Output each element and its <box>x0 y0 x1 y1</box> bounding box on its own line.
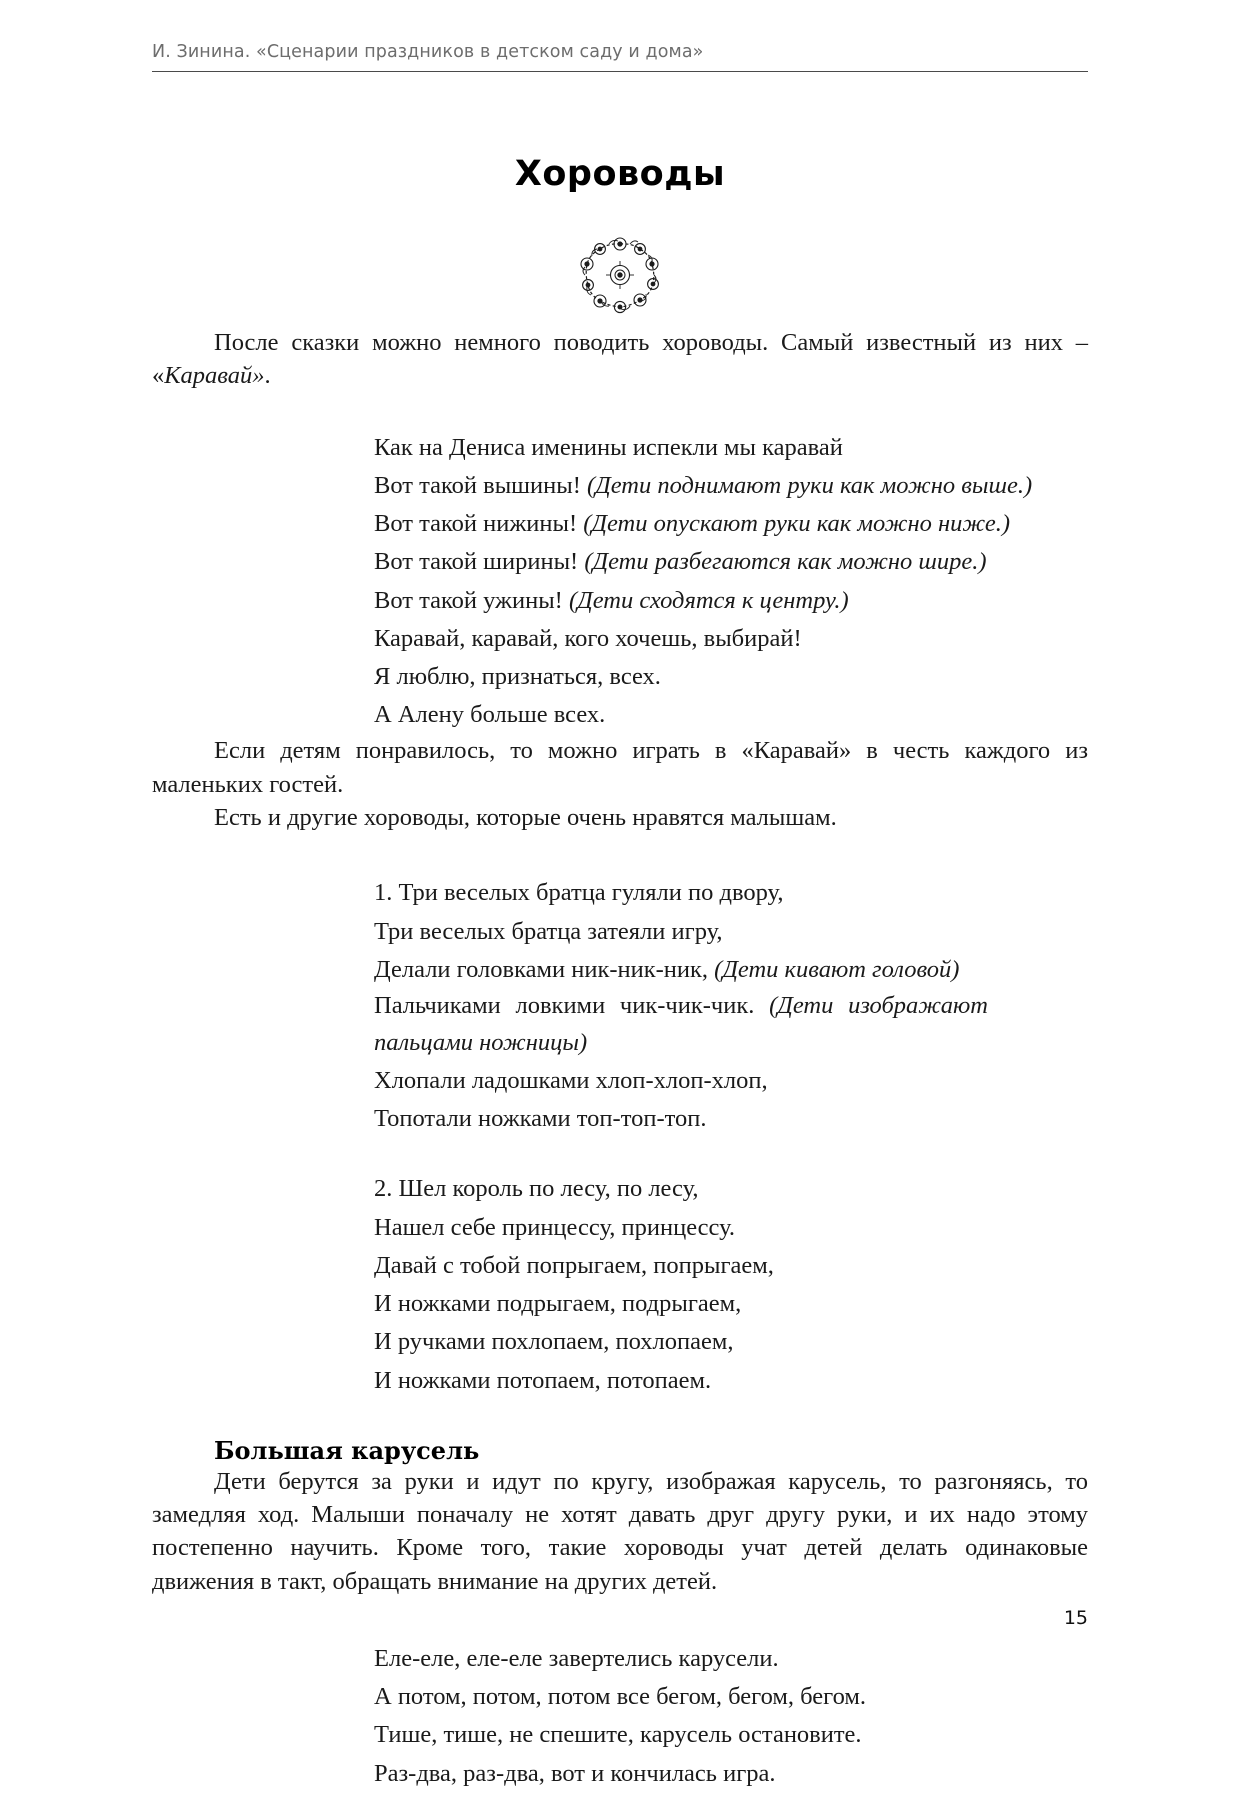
verse-line-text: Вот такой ужины! <box>374 586 569 614</box>
verse-line <box>374 951 1088 989</box>
verse-line-text: Делали головками ник-ник-ник, <box>374 955 715 983</box>
verse-line: Я люблю, признаться, всех. <box>374 662 661 690</box>
verse-line-text: Вот такой нижины! <box>374 510 584 538</box>
stage-direction: (Дети опускают руки как можно ниже.) <box>583 510 1011 538</box>
floral-wreath-ornament <box>560 230 680 327</box>
verse-line <box>374 543 1088 581</box>
verse-line <box>374 582 1088 620</box>
verse-line: Топотали ножками топ-топ-топ. <box>374 1105 707 1133</box>
intro-quote-open: « <box>152 362 165 390</box>
verse-line: И ножками подрыгаем, подрыгаем, <box>374 1290 742 1318</box>
verse-line: Еле-еле, еле-еле завертелись карусели. <box>374 1644 779 1672</box>
page-number: 15 <box>1063 1607 1088 1629</box>
stage-direction: (Дети сходятся к центру.) <box>568 586 849 614</box>
carousel-paragraph: Дети берутся за руки и идут по кругу, изображая карусель, то разгоняясь, то замедляя ход. Малыши поначалу не хотят давать друг другу руки, и их надо этому постепенно научить. Кроме того, такие хороводы учат детей делать одинаковые движения в такт, обращать внимание на других детей. <box>152 1467 1088 1595</box>
verse-line: Каравай, каравай, кого хочешь, выбирай! <box>374 624 802 652</box>
page-content <box>152 130 1088 1793</box>
verse-line <box>374 467 1088 505</box>
verse-two <box>152 1170 1088 1399</box>
verse-carousel <box>152 1640 1088 1793</box>
verse-line: Как на Дениса именины испекли мы каравай <box>374 433 843 461</box>
verse-line: Хлопали ладошками хлоп-хлоп-хлоп, <box>374 1066 768 1094</box>
verse-line <box>374 1024 1088 1062</box>
running-head-rule <box>152 71 1088 72</box>
stage-direction: (Дети изображают <box>769 991 988 1019</box>
running-head <box>152 42 1088 72</box>
verse-line-text: Вот такой ширины! <box>374 548 585 576</box>
verse-line: А потом, потом, потом все бегом, бегом, бегом. <box>374 1683 867 1711</box>
verse-line: И ножками потопаем, потопаем. <box>374 1366 712 1394</box>
verse-one <box>152 874 1088 989</box>
page-title: Хороводы <box>514 154 726 194</box>
verse-line: Раз-два, раз-два, вот и кончилась игра. <box>374 1759 776 1787</box>
middle-paragraph-2: Есть и другие хороводы, которые очень нравятся малышам. <box>214 804 837 831</box>
verse-line: 1. Три веселых братца гуляли по двору, <box>374 879 784 907</box>
verse-line: Давай с тобой попрыгаем, попрыгаем, <box>374 1251 774 1279</box>
verse-line: И ручками похлопаем, похлопаем, <box>374 1328 734 1356</box>
verse-line-text: Пальчиками ловкими чик-чик-чик. <box>374 991 770 1019</box>
verse-line-text: Вот такой вышины! <box>374 471 587 499</box>
middle-paragraph-1: Если детям понравилось, то можно играть в «Каравай» в честь каждого из маленьких гостей. <box>152 737 1088 798</box>
verse-karavai <box>152 429 1088 735</box>
stage-direction: (Дети кивают головой) <box>714 955 960 983</box>
verse-one-cont <box>152 1024 1088 1139</box>
section-heading-carousel: Большая карусель <box>214 1435 480 1465</box>
verse-line: Нашел себе принцессу, принцессу. <box>374 1213 736 1241</box>
verse-one-justified-line <box>152 989 1088 1024</box>
verse-line: Тише, тише, не спешите, карусель остановите. <box>374 1721 862 1749</box>
running-head-text: И. Зинина. «Сценарии праздников в детском саду и дома» <box>152 42 704 62</box>
stage-direction: (Дети разбегаются как можно шире.) <box>584 548 987 576</box>
intro-paragraph: После сказки можно немного поводить хороводы. Самый известный из них – «Каравай». <box>152 329 1088 390</box>
verse-line: 2. Шел король по лесу, по лесу, <box>374 1175 699 1203</box>
intro-paragraph-italic: Каравай» <box>164 362 265 390</box>
ornament-container <box>152 230 1088 326</box>
verse-line: А Алену больше всех. <box>374 701 606 729</box>
stage-direction: (Дети поднимают руки как можно выше.) <box>587 471 1033 499</box>
intro-paragraph-text: После сказки можно немного поводить хороводы. Самый известный из них – <box>214 329 1088 356</box>
stage-direction: пальцами ножницы) <box>374 1028 588 1056</box>
verse-line <box>374 505 1088 543</box>
verse-line: Три веселых братца затеяли игру, <box>374 917 723 945</box>
